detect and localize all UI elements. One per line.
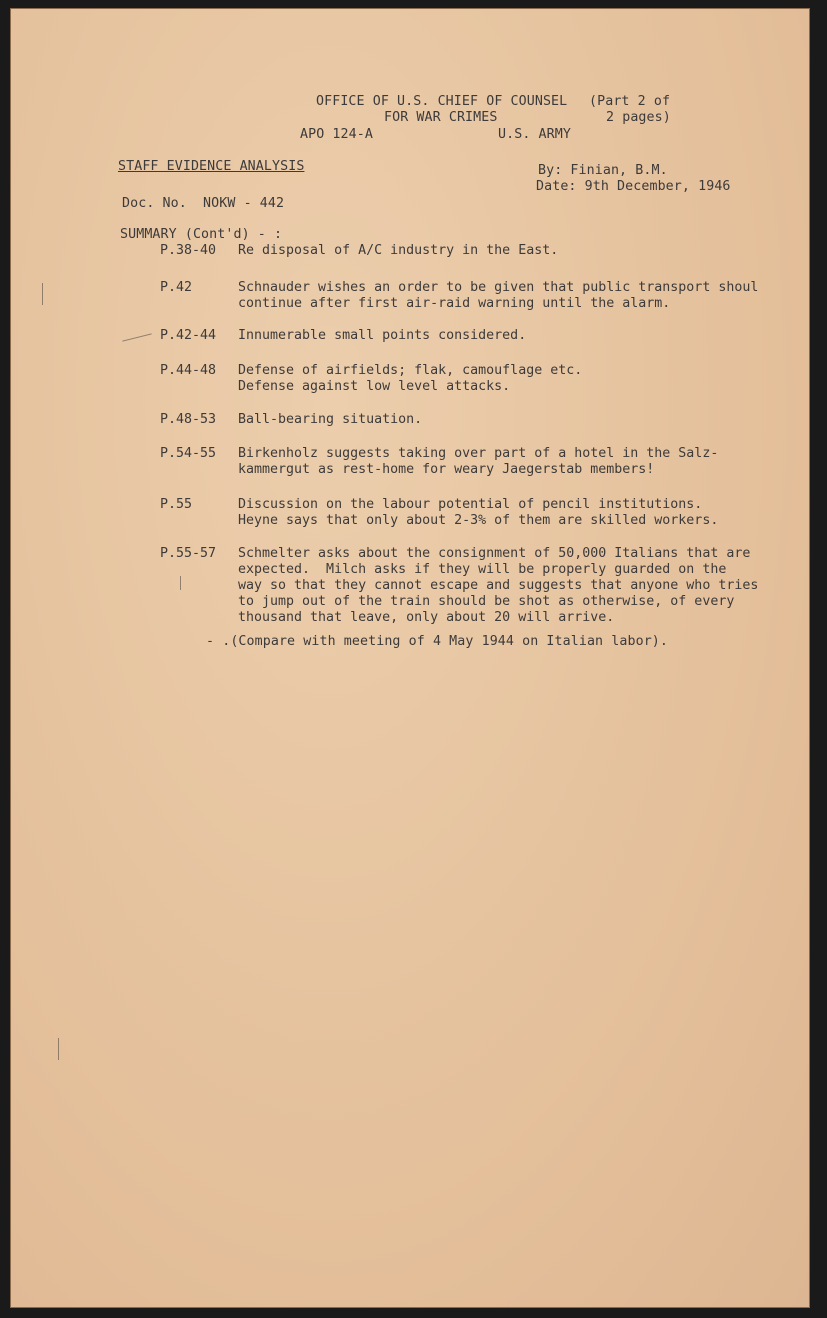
- pencil-mark: [42, 283, 43, 305]
- analyst-line: By: Finian, B.M.: [538, 163, 668, 178]
- entry-text-line: Schmelter asks about the consignment of 50,000 Italians that are: [238, 546, 751, 561]
- entry-pages: P.42: [160, 280, 193, 295]
- entry-pages: P.55-57: [160, 546, 217, 561]
- document-number: Doc. No. NOKW - 442: [122, 196, 285, 211]
- entry-pages: P.38-40: [160, 243, 217, 258]
- pencil-mark: [180, 576, 181, 590]
- entry-text-line: Innumerable small points considered.: [238, 328, 527, 343]
- entry-text-line: to jump out of the train should be shot as otherwise, of every: [238, 594, 735, 609]
- entry-text-line: Schnauder wishes an order to be given that public transport shoul: [238, 280, 759, 295]
- date-line: Date: 9th December, 1946: [536, 179, 731, 194]
- entry-text-line: Defense of airfields; flak, camouflage etc.: [238, 363, 583, 378]
- pencil-mark: [58, 1038, 59, 1060]
- pencil-mark: [122, 333, 151, 341]
- entry-pages: P.48-53: [160, 412, 217, 427]
- entry-text-line: Discussion on the labour potential of pencil institutions.: [238, 497, 703, 512]
- entry-text-line: expected. Milch asks if they will be properly guarded on the: [238, 562, 727, 577]
- entry-pages: P.55: [160, 497, 193, 512]
- part-of-label: (Part 2 of: [589, 94, 671, 109]
- war-crimes-heading: FOR WAR CRIMES: [384, 110, 498, 125]
- entry-text-line: Heyne says that only about 2-3% of them are skilled workers.: [238, 513, 719, 528]
- pages-label: 2 pages): [606, 110, 671, 125]
- entry-text-line: thousand that leave, only about 20 will arrive.: [238, 610, 615, 625]
- compare-note: - .(Compare with meeting of 4 May 1944 on Italian labor).: [206, 634, 669, 649]
- document-page: [10, 8, 810, 1308]
- entry-text-line: Defense against low level attacks.: [238, 379, 511, 394]
- analysis-title: STAFF EVIDENCE ANALYSIS: [118, 159, 305, 174]
- entry-pages: P.44-48: [160, 363, 217, 378]
- entry-text-line: Ball-bearing situation.: [238, 412, 423, 427]
- office-heading: OFFICE OF U.S. CHIEF OF COUNSEL: [316, 94, 568, 109]
- entry-pages: P.42-44: [160, 328, 217, 343]
- entry-text-line: continue after first air-raid warning until the alarm.: [238, 296, 671, 311]
- entry-text-line: Birkenholz suggests taking over part of a hotel in the Salz-: [238, 446, 719, 461]
- entry-text-line: Re disposal of A/C industry in the East.: [238, 243, 559, 258]
- entry-text-line: kammergut as rest-home for weary Jaegerstab members!: [238, 462, 655, 477]
- entry-pages: P.54-55: [160, 446, 217, 461]
- summary-label: SUMMARY (Cont'd) - :: [120, 227, 283, 242]
- entry-text-line: way so that they cannot escape and suggests that anyone who tries: [238, 578, 759, 593]
- army-heading: U.S. ARMY: [498, 127, 571, 142]
- apo-heading: APO 124-A: [300, 127, 373, 142]
